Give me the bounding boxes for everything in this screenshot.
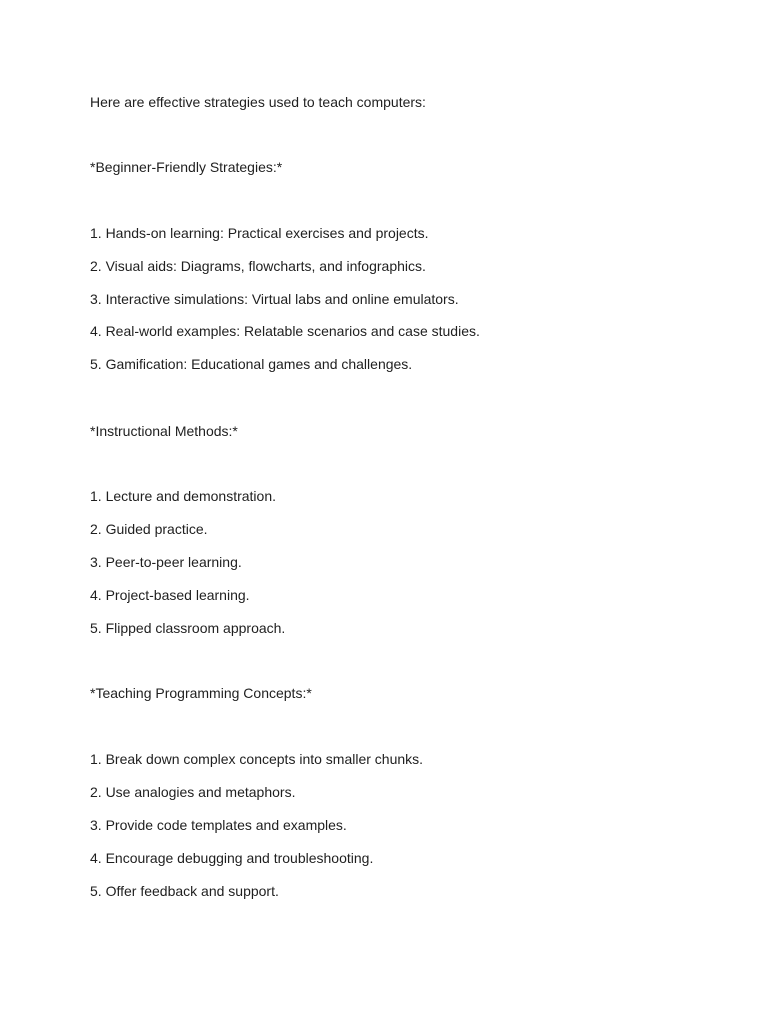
list-item: 5. Flipped classroom approach. <box>90 620 286 636</box>
list-item: 2. Guided practice. <box>90 521 208 537</box>
list-item: 2. Visual aids: Diagrams, flowcharts, and infographics. <box>90 258 426 274</box>
list-item: 5. Gamification: Educational games and challenges. <box>90 356 413 372</box>
section-heading-instructional: *Instructional Methods:* <box>90 423 238 439</box>
list-item: 3. Interactive simulations: Virtual labs and online emulators. <box>90 291 459 307</box>
list-item: 1. Lecture and demonstration. <box>90 488 277 504</box>
section-heading-programming: *Teaching Programming Concepts:* <box>90 685 312 701</box>
intro-text: Here are effective strategies used to teach computers: <box>90 94 426 110</box>
list-item: 5. Offer feedback and support. <box>90 883 279 899</box>
list-item: 4. Encourage debugging and troubleshooting. <box>90 850 374 866</box>
list-item: 4. Real-world examples: Relatable scenarios and case studies. <box>90 323 480 339</box>
list-item: 2. Use analogies and metaphors. <box>90 784 296 800</box>
list-item: 3. Peer-to-peer learning. <box>90 554 242 570</box>
list-item: 3. Provide code templates and examples. <box>90 817 347 833</box>
list-item: 4. Project-based learning. <box>90 587 250 603</box>
section-heading-beginner: *Beginner-Friendly Strategies:* <box>90 159 283 175</box>
list-item: 1. Hands-on learning: Practical exercises and projects. <box>90 225 429 241</box>
list-item: 1. Break down complex concepts into smaller chunks. <box>90 751 424 767</box>
